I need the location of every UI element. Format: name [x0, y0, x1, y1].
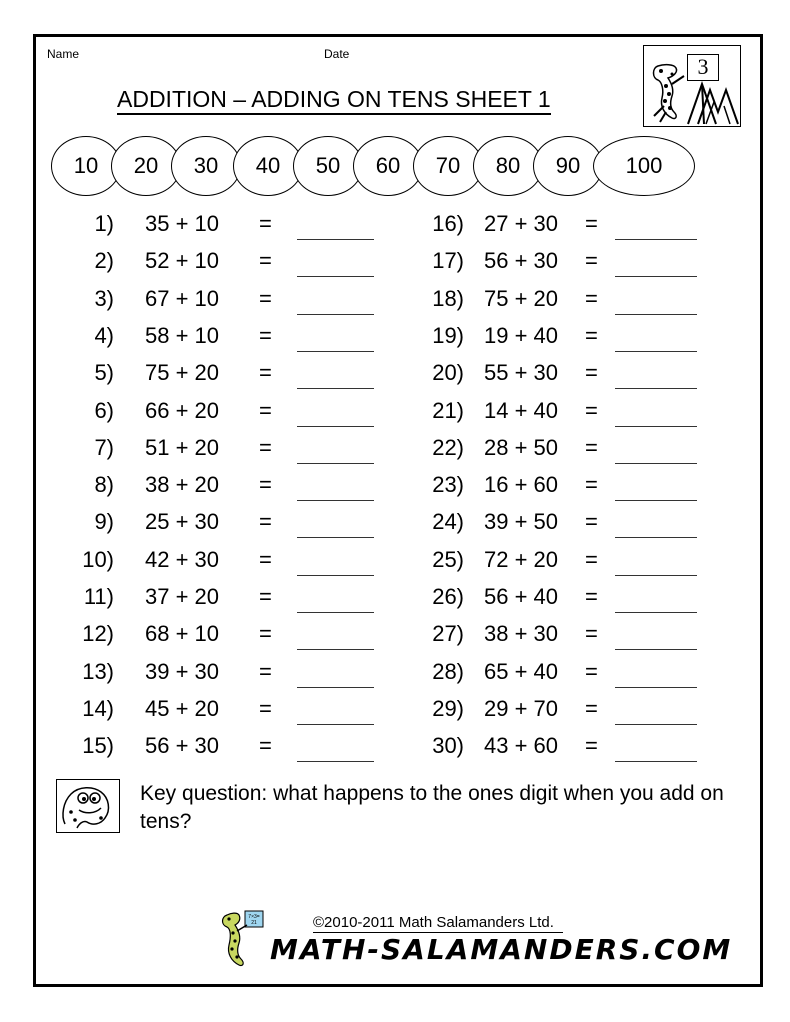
answer-line[interactable] [615, 351, 697, 352]
number-oval: 90 [533, 136, 603, 196]
answer-line[interactable] [615, 239, 697, 240]
problem-number: 16) [432, 211, 464, 236]
answer-line[interactable] [615, 724, 697, 725]
problem-number: 20) [432, 360, 464, 385]
problem-expression: 14 + 40 [484, 398, 559, 423]
number-oval: 30 [171, 136, 241, 196]
problem-number: 1) [94, 211, 114, 236]
problem-number: 9) [94, 509, 114, 534]
salamander-icon [217, 909, 265, 969]
number-oval: 20 [111, 136, 181, 196]
problem-number: 7) [94, 435, 114, 460]
problem-number: 30) [432, 733, 464, 758]
footer-card-text-1: 7×3= [248, 914, 260, 920]
problem-expression: 37 + 20 [145, 584, 220, 609]
page-title: ADDITION – ADDING ON TENS SHEET 1 [117, 86, 551, 115]
problem-number: 21) [432, 398, 464, 423]
problem-number: 19) [432, 323, 464, 348]
problem-expression: 75 + 20 [484, 286, 559, 311]
footer-card-text-2: 21 [251, 920, 257, 926]
number-oval: 60 [353, 136, 423, 196]
problem-expression: 29 + 70 [484, 696, 559, 721]
answer-line[interactable] [615, 687, 697, 688]
answer-line[interactable] [615, 388, 697, 389]
problem-number: 11) [83, 584, 114, 609]
answer-line[interactable] [297, 351, 374, 352]
equals-sign: = [259, 472, 272, 497]
grade-badge: 3 [687, 54, 719, 81]
number-oval: 10 [51, 136, 121, 196]
equals-sign: = [585, 435, 598, 460]
answer-line[interactable] [297, 314, 374, 315]
problem-expression: 38 + 30 [484, 621, 559, 646]
equals-sign: = [259, 360, 272, 385]
equals-sign: = [259, 509, 272, 534]
answer-line[interactable] [615, 500, 697, 501]
number-oval: 50 [293, 136, 363, 196]
answer-line[interactable] [615, 575, 697, 576]
answer-line[interactable] [615, 761, 697, 762]
problem-number: 17) [432, 248, 464, 273]
equals-sign: = [585, 584, 598, 609]
equals-sign: = [259, 584, 272, 609]
problem-number: 26) [432, 584, 464, 609]
number-oval: 40 [233, 136, 303, 196]
footer-copyright: ©2010-2011 Math Salamanders Ltd. [313, 914, 554, 931]
equals-sign: = [585, 472, 598, 497]
equals-sign: = [259, 621, 272, 646]
problem-number: 27) [432, 621, 464, 646]
problem-expression: 43 + 60 [484, 733, 559, 758]
answer-line[interactable] [615, 537, 697, 538]
problem-number: 12) [82, 621, 114, 646]
problem-number: 24) [432, 509, 464, 534]
equals-sign: = [585, 398, 598, 423]
equals-sign: = [585, 733, 598, 758]
problem-number: 18) [432, 286, 464, 311]
problem-number: 14) [82, 696, 114, 721]
problem-expression: 19 + 40 [484, 323, 559, 348]
answer-line[interactable] [297, 463, 374, 464]
equals-sign: = [585, 509, 598, 534]
answer-line[interactable] [615, 314, 697, 315]
name-label: Name [47, 47, 80, 61]
number-oval: 100 [593, 136, 695, 196]
answer-line[interactable] [615, 649, 697, 650]
equals-sign: = [585, 621, 598, 646]
problem-expression: 56 + 40 [484, 584, 559, 609]
answer-line[interactable] [297, 649, 374, 650]
problem-number: 2) [94, 248, 114, 273]
problem-expression: 65 + 40 [484, 659, 559, 684]
equals-sign: = [259, 435, 272, 460]
problem-number: 15) [82, 733, 114, 758]
problem-number: 4) [94, 323, 114, 348]
problem-expression: 45 + 20 [145, 696, 220, 721]
answer-line[interactable] [297, 388, 374, 389]
key-question-text: Key question: what happens to the ones digit when you add on tens? [140, 782, 724, 833]
problem-expression: 25 + 30 [145, 509, 220, 534]
equals-sign: = [585, 248, 598, 273]
equals-sign: = [259, 398, 272, 423]
problem-expression: 42 + 30 [145, 547, 220, 572]
salamander-face-icon [57, 780, 119, 832]
problem-expression: 35 + 10 [145, 211, 220, 236]
problem-number: 3) [94, 286, 114, 311]
equals-sign: = [259, 323, 272, 348]
equals-sign: = [259, 659, 272, 684]
answer-line[interactable] [297, 500, 374, 501]
problem-number: 29) [432, 696, 464, 721]
problem-expression: 16 + 60 [484, 472, 559, 497]
answer-line[interactable] [297, 612, 374, 613]
equals-sign: = [259, 211, 272, 236]
answer-line[interactable] [615, 463, 697, 464]
answer-line[interactable] [297, 575, 374, 576]
problem-number: 10) [82, 547, 114, 572]
problem-number: 23) [432, 472, 464, 497]
equals-sign: = [585, 323, 598, 348]
problem-expression: 52 + 10 [145, 248, 220, 273]
number-oval: 70 [413, 136, 483, 196]
answer-line[interactable] [297, 276, 374, 277]
problem-expression: 56 + 30 [145, 733, 220, 758]
answer-line[interactable] [615, 276, 697, 277]
problem-expression: 68 + 10 [145, 621, 220, 646]
answer-line[interactable] [297, 239, 374, 240]
problem-expression: 28 + 50 [484, 435, 559, 460]
equals-sign: = [259, 248, 272, 273]
problem-number: 25) [432, 547, 464, 572]
problem-expression: 75 + 20 [145, 360, 220, 385]
equals-sign: = [585, 211, 598, 236]
answer-line[interactable] [297, 724, 374, 725]
equals-sign: = [585, 286, 598, 311]
answer-line[interactable] [297, 761, 374, 762]
number-oval: 80 [473, 136, 543, 196]
equals-sign: = [259, 547, 272, 572]
problem-expression: 51 + 20 [145, 435, 220, 460]
problem-number: 28) [432, 659, 464, 684]
problem-expression: 55 + 30 [484, 360, 559, 385]
problem-expression: 58 + 10 [145, 323, 220, 348]
equals-sign: = [585, 360, 598, 385]
equals-sign: = [585, 696, 598, 721]
problem-number: 6) [94, 398, 114, 423]
equals-sign: = [259, 286, 272, 311]
problem-number: 5) [94, 360, 114, 385]
problem-expression: 67 + 10 [145, 286, 220, 311]
equals-sign: = [585, 547, 598, 572]
answer-line[interactable] [297, 426, 374, 427]
key-question-icon-box [56, 779, 120, 833]
problem-number: 8) [94, 472, 114, 497]
answer-line[interactable] [615, 426, 697, 427]
footer-site-link[interactable]: MATH-SALAMANDERS.COM [270, 933, 733, 966]
equals-sign: = [259, 696, 272, 721]
footer-salamander-logo [217, 909, 265, 969]
problem-expression: 39 + 50 [484, 509, 559, 534]
problem-expression: 39 + 30 [145, 659, 220, 684]
answer-line[interactable] [615, 612, 697, 613]
answer-line[interactable] [297, 537, 374, 538]
problem-number: 22) [432, 435, 464, 460]
equals-sign: = [259, 733, 272, 758]
problem-expression: 38 + 20 [145, 472, 220, 497]
problem-expression: 66 + 20 [145, 398, 220, 423]
equals-sign: = [585, 659, 598, 684]
date-label: Date [324, 47, 350, 61]
problem-expression: 27 + 30 [484, 211, 559, 236]
problem-number: 13) [82, 659, 114, 684]
problem-expression: 72 + 20 [484, 547, 559, 572]
problem-expression: 56 + 30 [484, 248, 559, 273]
answer-line[interactable] [297, 687, 374, 688]
